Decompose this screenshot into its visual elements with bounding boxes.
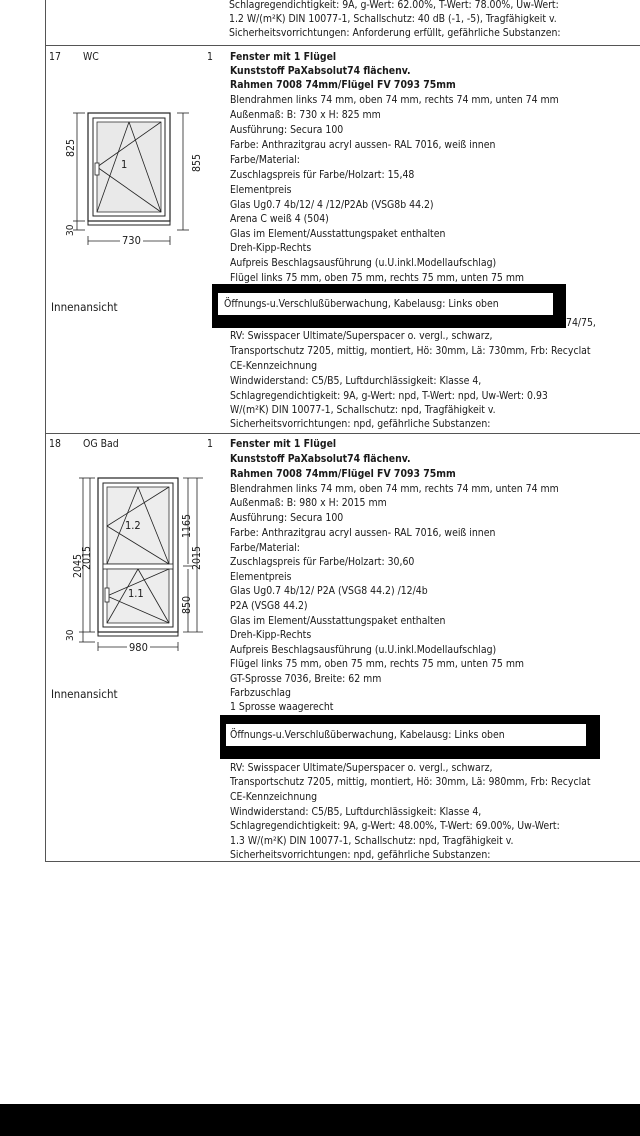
view-label: Innenansicht: [51, 687, 118, 701]
height-label: 2015: [81, 545, 93, 570]
text-line: Glas Ug0.7 4b/12/ P2A (VSG8 44.2) /12/4b: [230, 585, 428, 597]
outer-height-label: 2045: [72, 553, 84, 578]
text-line: Flügel links 75 mm, oben 75 mm, rechts 75 mm, unten 75 mm: [230, 658, 525, 670]
text-line: Schlagregendichtigkeit: 9A, g-Wert: 48.00%, T-Wert: 69.00%, Uw-Wert:: [230, 820, 560, 832]
text-line: Zuschlagspreis für Farbe/Holzart: 30,60: [230, 556, 415, 568]
text-line: Glas im Element/Ausstattungspaket enthalten: [230, 615, 446, 627]
item-title: Fenster mit 1 Flügel: [230, 438, 337, 450]
quantity: 1: [207, 51, 213, 63]
handle-icon: [105, 588, 109, 602]
text-line: GT-Sprosse 7036, Breite: 62 mm: [230, 673, 382, 685]
text-line: 1.3 W/(m²K) DIN 10077-1, Schallschutz: npd, Tragfähigkeit v.: [230, 835, 514, 847]
highlighted-note-text: Öffnungs-u.Verschlußüberwachung, Kabelausg: Links oben: [230, 729, 505, 741]
text-line: Farbe: Anthrazitgrau acryl aussen- RAL 7016, weiß innen: [230, 527, 496, 539]
sill: [88, 221, 170, 225]
position-number: 17: [49, 51, 61, 63]
item-title: Rahmen 7008 74mm/Flügel FV 7093 75mm: [230, 79, 456, 91]
room-label: OG Bad: [83, 438, 119, 450]
text-line: Aufpreis Beschlagsausführung (u.U.inkl.Modellaufschlag): [230, 644, 497, 656]
text-line: Windwiderstand: C5/B5, Luftdurchlässigkeit: Klasse 4,: [230, 375, 482, 387]
lower-height-label: 850: [181, 595, 193, 614]
text-line: Ausführung: Secura 100: [230, 124, 344, 136]
sash-label: 1: [121, 158, 128, 171]
view-label: Innenansicht: [51, 300, 118, 314]
height-label-right: 2015: [191, 545, 203, 570]
text-line: RV: Swisspacer Ultimate/Superspacer o. vergl., schwarz,: [230, 330, 493, 342]
item-title: Rahmen 7008 74mm/Flügel FV 7093 75mm: [230, 468, 456, 480]
item-title: Kunststoff PaXabsolut74 flächenv.: [230, 453, 411, 465]
glass-pane: [97, 122, 161, 212]
text-line: Elementpreis: [230, 571, 292, 583]
quantity: 1: [207, 438, 213, 450]
glazing-bar: [103, 564, 173, 569]
text-line: Farbe/Material:: [230, 542, 300, 554]
bottom-dimension-label: 30: [65, 629, 76, 641]
text-line: Zuschlagspreis für Farbe/Holzart: 15,48: [230, 169, 415, 181]
item-title: Kunststoff PaXabsolut74 flächenv.: [230, 65, 411, 77]
text-line: Flügel links 75 mm, oben 75 mm, rechts 75 mm, unten 75 mm: [230, 272, 525, 284]
text-line: Außenmaß: B: 980 x H: 2015 mm: [230, 497, 387, 509]
table-left-border: [45, 0, 46, 862]
text-line: Sicherheitsvorrichtungen: npd, gefährliche Substanzen:: [230, 849, 491, 861]
text-line: Windwiderstand: C5/B5, Luftdurchlässigkeit: Klasse 4,: [230, 806, 482, 818]
height-label: 825: [65, 138, 77, 157]
highlighted-note-text: Öffnungs-u.Verschlußüberwachung, Kabelausg: Links oben: [224, 298, 499, 310]
text-line: Glas Ug0.7 4b/12/ 4 /12/P2Ab (VSG8b 44.2): [230, 199, 434, 211]
text-line: 1 Sprosse waagerecht: [230, 701, 334, 713]
text-line: W/(m²K) DIN 10077-1, Schallschutz: npd, Tragfähigkeit v.: [230, 404, 496, 416]
bottom-black-bar: [0, 1104, 640, 1136]
item-title: Fenster mit 1 Flügel: [230, 51, 337, 63]
text-line: CE-Kennzeichnung: [230, 360, 318, 372]
text-line: Blendrahmen links 74 mm, oben 74 mm, rechts 74 mm, unten 74 mm: [230, 94, 559, 106]
width-label: 980: [129, 641, 148, 654]
text-line: Elementpreis: [230, 184, 292, 196]
text-line: Schlagregendichtigkeit: 9A, g-Wert: 62.00%, T-Wert: 78.00%, Uw-Wert:: [229, 0, 559, 11]
text-line: Transportschutz 7205, mittig, montiert, Hö: 30mm, Lä: 980mm, Frb: Recyclat: [230, 776, 591, 788]
text-line: Arena C weiß 4 (504): [230, 213, 329, 225]
row-divider: [45, 45, 640, 46]
position-number: 18: [49, 438, 61, 450]
text-line: Ausführung: Secura 100: [230, 512, 344, 524]
upper-height-label: 1165: [181, 513, 193, 538]
lower-sash-label: 1.1: [128, 587, 144, 600]
room-label: WC: [83, 51, 99, 63]
text-line: Aufpreis Beschlagsausführung (u.U.inkl.Modellaufschlag): [230, 257, 497, 269]
text-line: 1.2 W/(m²K) DIN 10077-1, Schallschutz: 40 dB (-1, -5), Tragfähigkeit v.: [229, 13, 557, 25]
row-divider: [45, 433, 640, 434]
text-line: Dreh-Kipp-Rechts: [230, 629, 312, 641]
outer-height-label: 855: [191, 153, 203, 172]
text-line: Transportschutz 7205, mittig, montiert, Hö: 30mm, Lä: 730mm, Frb: Recyclat: [230, 345, 591, 357]
handle-icon: [95, 163, 99, 175]
text-line: RV: Swisspacer Ultimate/Superspacer o. vergl., schwarz,: [230, 762, 493, 774]
text-line: CE-Kennzeichnung: [230, 791, 318, 803]
text-line: Sicherheitsvorrichtungen: npd, gefährliche Substanzen:: [230, 418, 491, 430]
text-line: Glas im Element/Ausstattungspaket enthalten: [230, 228, 446, 240]
text-line: Außenmaß: B: 730 x H: 825 mm: [230, 109, 381, 121]
text-line: P2A (VSG8 44.2): [230, 600, 308, 612]
text-line: Sicherheitsvorrichtungen: Anforderung erfüllt, gefährliche Substanzen:: [229, 27, 561, 39]
upper-sash-label: 1.2: [125, 519, 141, 532]
window-drawing: [55, 105, 220, 255]
text-line: Blendrahmen links 74 mm, oben 74 mm, rechts 74 mm, unten 74 mm: [230, 483, 559, 495]
text-line: Farbe: Anthrazitgrau acryl aussen- RAL 7016, weiß innen: [230, 139, 496, 151]
text-line: Farbzuschlag: [230, 687, 291, 699]
text-line: Farbe/Material:: [230, 154, 300, 166]
text-line: Schlagregendichtigkeit: 9A, g-Wert: npd, T-Wert: npd, Uw-Wert: 0.93: [230, 390, 548, 402]
bottom-dimension-label: 30: [65, 224, 76, 236]
text-line: Dreh-Kipp-Rechts: [230, 242, 312, 254]
partial-text: 74/75,: [566, 317, 596, 329]
width-label: 730: [122, 234, 141, 247]
